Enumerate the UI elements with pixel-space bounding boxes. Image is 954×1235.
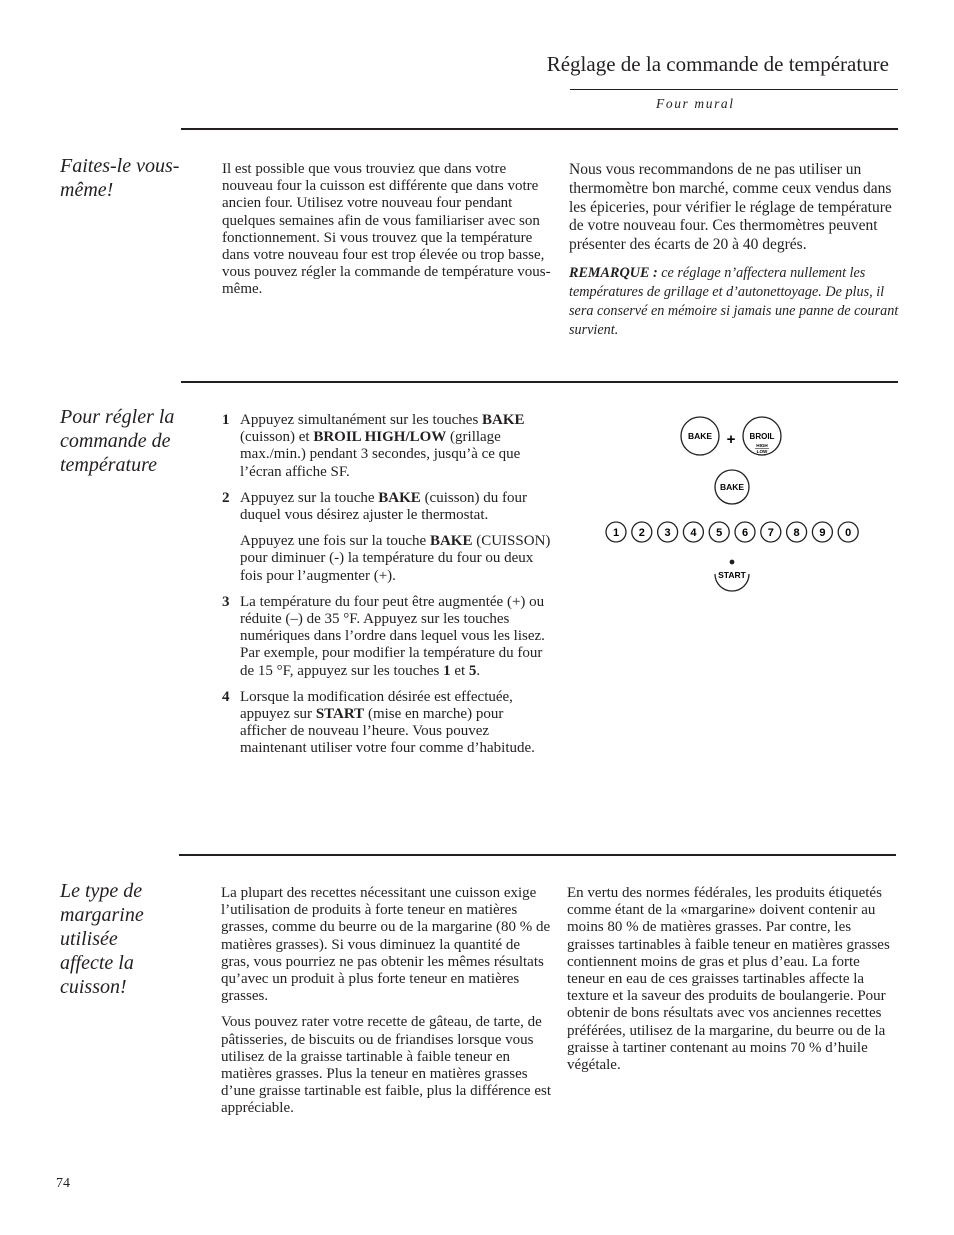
digit-label: 2 [638, 527, 645, 539]
start-button[interactable] [715, 560, 749, 591]
broil-high-label: HIGH [756, 443, 768, 448]
margarine-col2-text: En vertu des normes fédérales, les produits étiquetés comme étant de la «margarine» doivent contenir au moins 80 % de matières grasses. Par contre, les graisses tartinables à faible teneur en matières grasses contiennent moins de gras et plus d’eau. La forte teneur en eau de ces graisses tartinables affecte la texture et la saveur des produits de boulangerie. Pour obtenir de bons résultats avec vos anciennes recettes préférées, utilisez de la margarine, du beurre ou de la graisse à tartiner contenant au moins 70 % d’huile végétale. [567, 885, 890, 1074]
margarine-col1 [221, 885, 551, 1128]
step-3 [222, 594, 552, 680]
digit-label: 3 [664, 527, 671, 539]
digit-key-4[interactable] [683, 522, 703, 542]
digit-key-7[interactable] [761, 522, 781, 542]
section-divider-1 [181, 128, 898, 130]
note-text: ce réglage n’affectera nullement les températures de grillage et d’autonettoyage. De plus, il sera conservé en mémoire si jamais une panne de courant survient. [569, 264, 899, 338]
step-text: Appuyez sur la touche BAKE (cuisson) du four duquel vous désirez ajuster le thermostat. [240, 489, 528, 524]
digit-key-8[interactable] [787, 522, 807, 542]
adjust-steps [222, 412, 552, 767]
number-keypad [606, 522, 858, 542]
margarine-col1-p2: Vous pouvez rater votre recette de gâteau, de tarte, de pâtisseries, de biscuits ou de friandises lorsque vous utilisez de la graisse tartinable à faible teneur en matières grasses. Plus la teneur en matières grasses d’une graisse tartinable est faible, plus la différence est appréciable. [221, 1014, 552, 1117]
step-text-2: Appuyez une fois sur la touche BAKE (CUISSON) pour diminuer (-) la température du four ou deux fois pour l’augmenter (+). [240, 533, 551, 584]
page-title: Réglage de la commande de température [546, 52, 889, 76]
digit-key-6[interactable] [735, 522, 755, 542]
step-number: 2 [222, 489, 230, 506]
bake-label: BAKE [719, 482, 745, 492]
digit-key-3[interactable] [658, 522, 678, 542]
bake-button-2[interactable] [715, 470, 749, 504]
bake-label: BAKE [687, 431, 713, 441]
digit-label: 5 [716, 527, 723, 539]
step-text: La température du four peut être augmentée (+) ou réduite (–) de 35 °F. Appuyez sur les touches numériques dans l’ordre dans lequel vous les lisez. Par exemple, pour modifier la température du four de 15 °F, appuyez sur les touches 1 et 5. [240, 593, 545, 679]
plus-sign: + [726, 431, 736, 448]
page-subtitle: Four mural [656, 96, 735, 111]
section-heading-adjust: Pour régler la commande de température [60, 406, 175, 476]
digit-label: 4 [690, 527, 697, 539]
section-divider-3 [179, 854, 896, 856]
step-text: Lorsque la modification désirée est effectuée, appuyez sur START (mise en marche) pour afficher de nouveau l’heure. Vous pouvez maintenant utiliser votre four comme d’habitude. [240, 688, 535, 757]
section-divider-2 [181, 381, 898, 383]
step-number: 1 [222, 412, 230, 428]
step-number: 3 [222, 593, 230, 610]
self-col1 [222, 161, 552, 309]
digit-key-5[interactable] [709, 522, 729, 542]
digit-label: 1 [612, 527, 620, 539]
header-rule [570, 89, 898, 90]
start-indicator-dot [730, 560, 735, 565]
digit-label: 9 [819, 527, 826, 539]
self-col2 [569, 161, 899, 350]
digit-key-0[interactable] [838, 522, 858, 542]
digit-label: 6 [741, 527, 749, 539]
digit-key-9[interactable] [812, 522, 832, 542]
self-col1-text: Il est possible que vous trouviez que dans votre nouveau four la cuisson est différente que dans votre ancien four. Utilisez votre nouveau four pendant quelques semaines afin de vous familiariser avec son fonctionnement. Si vous trouvez que la température dans votre nouveau four est trop élevée ou trop basse, vous pouvez régler la commande de température vous-même. [222, 161, 551, 298]
digit-key-1[interactable] [606, 522, 626, 542]
digit-label: 0 [845, 527, 852, 539]
note-label: REMARQUE : [569, 264, 658, 281]
digit-label: 8 [793, 527, 800, 539]
broil-label: BROIL [749, 432, 775, 441]
self-note [569, 264, 899, 340]
bake-button[interactable] [681, 417, 719, 455]
self-col2-text: Nous vous recommandons de ne pas utiliser un thermomètre bon marché, comme ceux vendus dans les épiceries, pour vérifier le réglage de température de votre nouveau four. Ces thermomètres peuvent présenter des écarts de 20 à 40 degrés. [569, 161, 892, 254]
digit-key-2[interactable] [632, 522, 652, 542]
page-number: 74 [56, 1176, 70, 1191]
step-2 [222, 490, 552, 585]
margarine-col2 [567, 885, 897, 1084]
section-heading-margarine: Le type de margarine utilisée affecte la cuisson! [60, 880, 144, 998]
step-4 [222, 689, 552, 758]
step-1 [222, 412, 552, 481]
digit-label: 7 [767, 527, 774, 539]
section-heading-self: Faites-le vous-même! [60, 155, 180, 201]
step-text: Appuyez simultanément sur les touches BAKE (cuisson) et BROIL HIGH/LOW (grillage max./min.) pendant 3 secondes, jusqu’à ce que l’écran affiche SF. [240, 412, 525, 480]
margarine-col1-p1: La plupart des recettes nécessitant une cuisson exige l’utilisation de produits à forte teneur en matières grasses, comme du beurre ou de la margarine (80 % de matières grasses). Si vous diminuez la quantité de gras, vous pourriez ne pas obtenir les mêmes résultats qu’avec un produit à plus forte teneur en matières grasses. [221, 885, 551, 1005]
broil-high-low-button[interactable] [743, 417, 781, 455]
step-number: 4 [222, 688, 230, 705]
broil-low-label: LOW [756, 449, 768, 454]
control-panel-diagram [600, 412, 870, 597]
start-label: START [718, 570, 746, 580]
